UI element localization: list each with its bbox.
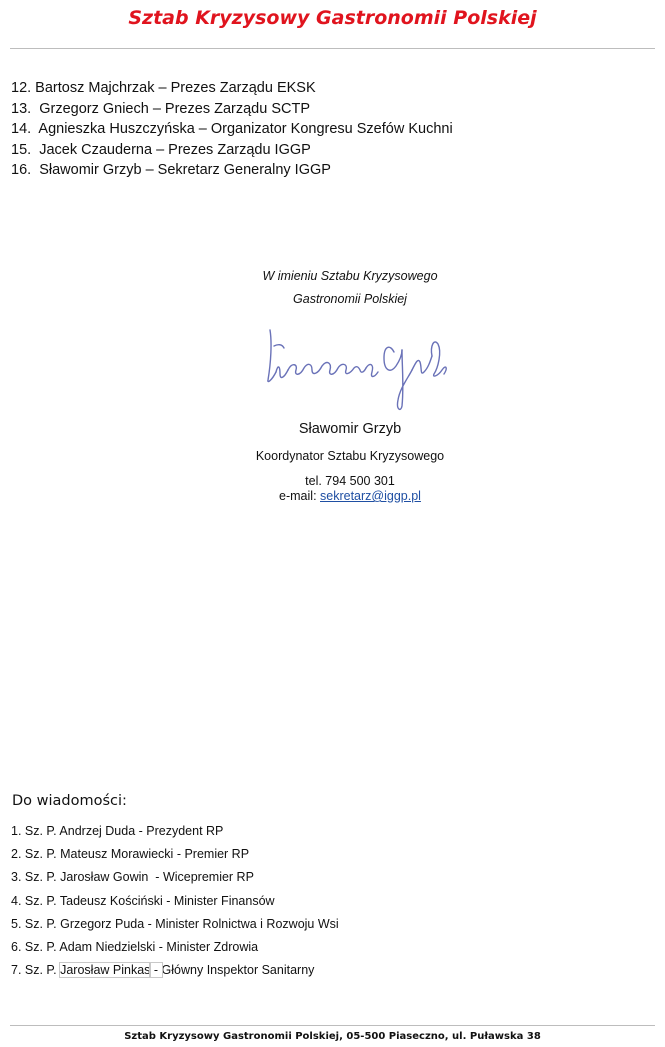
signer-role: Koordynator Sztabu Kryzysowego [255,449,445,463]
document-header-title: Sztab Kryzysowy Gastronomii Polskiej [128,7,537,29]
cc-item: 4. Sz. P. Tadeusz Kościński - Minister Finansów [11,893,275,908]
cc-item: 6. Sz. P. Adam Niedzielski - Minister Zdrowia [11,940,259,955]
member-item: 13. Grzegorz Gniech – Prezes Zarządu SCTP [11,100,310,117]
signer-email-line [200,489,500,503]
cc-heading: Do wiadomości: [12,793,127,809]
cc-item: 1. Sz. P. Andrzej Duda - Prezydent RP [11,824,224,838]
cc-list [11,820,339,982]
email-link[interactable]: sekretarz@iggp.pl [320,489,421,503]
signer-phone: tel. 794 500 301 [305,474,395,488]
handwritten-signature [262,322,452,414]
header-divider [10,48,655,49]
email-label: e-mail: [279,489,321,503]
member-item: 12. Bartosz Majchrzak – Prezes Zarządu EKSK [11,80,316,96]
cc-item: 5. Sz. P. Grzegorz Puda - Minister Rolnictwa i Rozwoju Wsi [11,916,339,931]
member-item: 14. Agnieszka Huszczyńska – Organizator Kongresu Szefów Kuchni [11,121,453,137]
highlighted-name: Jarosław Pinkas [60,963,151,978]
on-behalf-line-2: Gastronomii Polskiej [293,292,407,306]
highlighted-separator: - [150,963,162,978]
on-behalf-line-1: W imieniu Sztabu Kryzysowego [262,269,438,283]
footer-address: Sztab Kryzysowy Gastronomii Polskiej, 05-500 Piaseczno, ul. Puławska 38 [124,1031,541,1042]
cc-item: 7. Sz. P. Jarosław Pinkas - Główny Inspektor Sanitarny [11,963,315,978]
cc-item: 2. Sz. P. Mateusz Morawiecki - Premier RP [11,847,250,862]
member-item: 15. Jacek Czauderna – Prezes Zarządu IGGP [11,141,311,158]
members-list [11,78,453,181]
member-item: 16. Sławomir Grzyb – Sekretarz Generalny IGGP [11,162,331,178]
footer-divider [10,1025,655,1026]
signer-name: Sławomir Grzyb [298,421,402,437]
cc-item: 3. Sz. P. Jarosław Gowin - Wicepremier RP [11,870,254,885]
